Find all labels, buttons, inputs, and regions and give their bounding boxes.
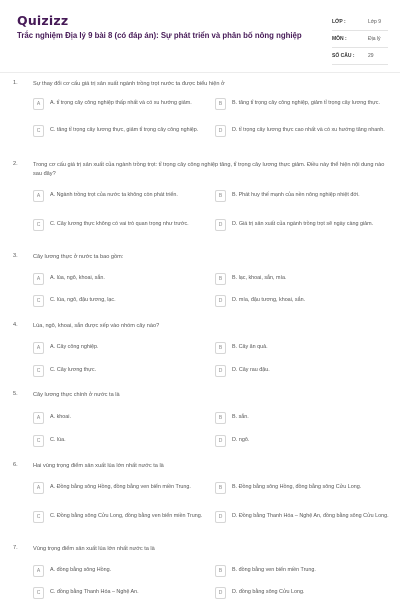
option-c[interactable] [33, 125, 205, 145]
meta-label: MÔN : [332, 36, 347, 42]
option-text: D. Đồng bằng Thanh Hóa – Nghệ An, đồng bằng sông Cửu Long. [232, 513, 389, 519]
option-letter: A [33, 565, 44, 577]
option-text: A. đồng bằng sông Hồng. [50, 567, 112, 573]
option-c[interactable] [33, 435, 205, 455]
meta-row-grade [332, 14, 388, 31]
option-c[interactable] [33, 219, 205, 239]
option-a[interactable] [33, 190, 205, 210]
option-letter: C [33, 295, 44, 307]
option-text: C. đồng bằng Thanh Hóa – Nghệ An. [50, 589, 139, 595]
option-letter: C [33, 125, 44, 137]
question-number: 4. [13, 322, 18, 328]
option-text: B. sắn. [232, 414, 249, 420]
option-b[interactable] [215, 190, 387, 210]
option-letter: B [215, 98, 226, 110]
option-text: B. Cây ăn quả. [232, 344, 268, 350]
option-d[interactable] [215, 435, 387, 455]
question-text: Cây lương thực ở nước ta bao gồm: [33, 254, 124, 260]
question-number: 7. [13, 545, 18, 551]
option-text: B. Phát huy thế mạnh của nền nông nghiệp nhiệt đới. [232, 192, 360, 198]
option-a[interactable] [33, 98, 205, 118]
option-letter: B [215, 190, 226, 202]
option-text: C. lúa, ngô, đậu tương, lạc. [50, 297, 116, 303]
option-a[interactable] [33, 273, 205, 293]
option-letter: D [215, 587, 226, 599]
question-text: Cây lương thực chính ở nước ta là [33, 392, 120, 398]
meta-info [332, 14, 388, 65]
option-text: A. Cây công nghiệp. [50, 344, 99, 350]
option-text: D. tỉ trọng cây lương thực cao nhất và có xu hướng tăng nhanh. [232, 127, 385, 133]
option-a[interactable] [33, 565, 205, 585]
option-b[interactable] [215, 482, 387, 502]
option-d[interactable] [215, 219, 387, 239]
option-d[interactable] [215, 365, 387, 385]
option-text: B. tăng tỉ trọng cây công nghiệp, giảm tỉ trọng cây lương thực. [232, 100, 380, 106]
option-letter: B [215, 273, 226, 285]
option-d[interactable] [215, 587, 387, 607]
option-c[interactable] [33, 365, 205, 385]
option-text: D. ngô. [232, 437, 250, 443]
option-c[interactable] [33, 587, 205, 607]
option-text: A. lúa, ngô, khoai, sắn. [50, 275, 105, 281]
option-letter: C [33, 435, 44, 447]
option-letter: D [215, 511, 226, 523]
option-text: A. tỉ trọng cây công nghiệp thấp nhất và có xu hướng giảm. [50, 100, 192, 106]
option-letter: A [33, 273, 44, 285]
page-header [0, 0, 400, 72]
option-a[interactable] [33, 482, 205, 502]
option-a[interactable] [33, 412, 205, 432]
question-number: 3. [13, 253, 18, 259]
option-d[interactable] [215, 295, 387, 315]
option-letter: B [215, 412, 226, 424]
option-letter: D [215, 435, 226, 447]
meta-value: Địa lý [368, 36, 381, 42]
option-d[interactable] [215, 125, 387, 145]
option-b[interactable] [215, 342, 387, 362]
option-text: A. Ngành trồng trọt của nước ta không còn phát triển. [50, 192, 178, 198]
option-letter: D [215, 125, 226, 137]
option-text: D. đồng bằng sông Cửu Long. [232, 589, 305, 595]
option-text: A. Đồng bằng sông Hồng, đồng bằng ven biển miền Trung. [50, 484, 191, 490]
header-divider [0, 72, 400, 73]
option-letter: D [215, 295, 226, 307]
option-b[interactable] [215, 412, 387, 432]
option-text: C. Đồng bằng sông Cửu Long, đồng bằng ven biển miền Trung. [50, 513, 203, 519]
question-number: 1. [13, 80, 18, 86]
option-text: C. lúa. [50, 437, 66, 443]
option-text: B. Đồng bằng sông Hồng, đồng bằng sông Cửu Long. [232, 484, 362, 490]
option-text: C. Cây lương thực. [50, 367, 97, 373]
option-text: D. Giá trị sản xuất của ngành trồng trọt sẽ ngày càng giảm. [232, 221, 374, 227]
option-text: C. tăng tỉ trọng cây lương thực, giảm tỉ trọng cây công nghiệp. [50, 127, 199, 133]
question-number: 6. [13, 462, 18, 468]
option-letter: A [33, 190, 44, 202]
option-text: B. đồng bằng ven biển miền Trung. [232, 567, 316, 573]
option-c[interactable] [33, 295, 205, 315]
question-text: Trong cơ cấu giá trị sản xuất của ngành trồng trọt: tỉ trọng cây công nghiệp tăng, tỉ trọng cây lương thực giảm. Điều này thể hiện nội dung nào sau đây? [33, 162, 385, 177]
option-letter: C [33, 365, 44, 377]
option-text: C. Cây lương thực không có vai trò quan trọng như trước. [50, 221, 189, 227]
question-text: Sự thay đổi cơ cấu giá trị sản xuất ngành trồng trọt nước ta được biểu hiện ở [33, 81, 225, 87]
option-letter: B [215, 565, 226, 577]
question-number: 5. [13, 391, 18, 397]
option-letter: A [33, 342, 44, 354]
question-text: Vùng trọng điểm sản xuất lúa lớn nhất nước ta là [33, 546, 155, 552]
question-text: Hai vùng trọng điểm sản xuất lúa lớn nhất nước ta là [33, 463, 164, 469]
meta-row-count [332, 48, 388, 65]
meta-label: SỐ CÂU : [332, 53, 355, 59]
question-text: Lúa, ngô, khoai, sắn được xếp vào nhóm cây nào? [33, 323, 160, 329]
question-number: 2. [13, 161, 18, 167]
option-c[interactable] [33, 511, 205, 531]
option-letter: D [215, 365, 226, 377]
option-letter: C [33, 587, 44, 599]
option-text: D. mía, đậu tương, khoai, sắn. [232, 297, 306, 303]
option-letter: B [215, 482, 226, 494]
option-b[interactable] [215, 565, 387, 585]
option-letter: B [215, 342, 226, 354]
meta-row-subject [332, 31, 388, 48]
quizizz-logo: Quizizz [17, 13, 69, 28]
option-a[interactable] [33, 342, 205, 362]
option-letter: D [215, 219, 226, 231]
meta-label: LỚP : [332, 19, 346, 25]
option-letter: C [33, 511, 44, 523]
meta-value: Lớp 9 [368, 19, 382, 25]
option-text: D. Cây rau đậu. [232, 367, 270, 373]
option-text: B. lạc, khoai, sắn, mía. [232, 275, 287, 281]
option-letter: C [33, 219, 44, 231]
option-text: A. khoai. [50, 414, 71, 420]
page-title: Trắc nghiệm Địa lý 9 bài 8 (có đáp án): Sự phát triển và phân bố nông nghiệp [17, 31, 302, 40]
meta-value: 29 [368, 53, 374, 59]
option-letter: A [33, 412, 44, 424]
option-b[interactable] [215, 273, 387, 293]
option-letter: A [33, 98, 44, 110]
option-letter: A [33, 482, 44, 494]
option-d[interactable] [215, 511, 387, 531]
option-b[interactable] [215, 98, 387, 118]
